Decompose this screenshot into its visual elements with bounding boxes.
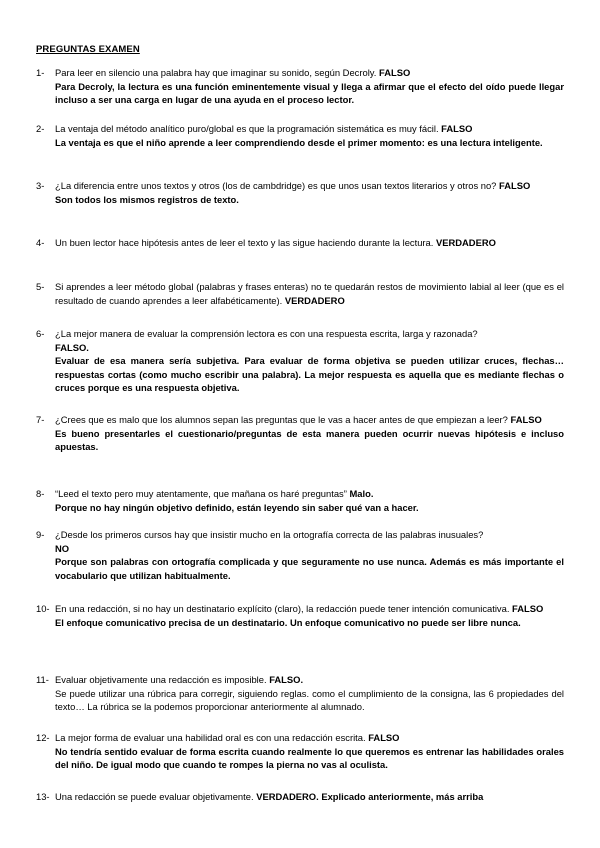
question-text: ¿Desde los primeros cursos hay que insistir mucho en la ortografía correcta de las palabras inusuales? [55,529,484,540]
question-verdict: FALSO [441,123,473,134]
question-item [36,327,564,395]
question-explanation: La ventaja es que el niño aprende a leer comprendiendo desde el primer momento: es una lectura inteligente. [55,136,543,148]
question-verdict: VERDADERO. [256,791,319,802]
question-text: ¿Crees que es malo que los alumnos sepan las preguntas que le vas a hacer antes de que empiezan a leer? [55,414,508,425]
page-title: PREGUNTAS EXAMEN [36,44,140,55]
question-text: Si aprendes a leer método global (palabras y frases enteras) no te quedarán restos de movimiento labial al leer (que es el resultado de cuando aprendes a leer alfabéticamente). [55,281,564,306]
question-text: Una redacción se puede evaluar objetivamente. [55,791,254,802]
question-explanation: Son todos los mismos registros de texto. [55,193,239,205]
question-verdict: FALSO [510,414,542,425]
question-item [36,602,564,629]
question-explanation: Para Decroly, la lectura es una función eminentemente visual y llega a afirmar que el efecto del oído puede llegar incluso a ser una carga en lugar de una ayuda en el proceso lector. [55,80,564,106]
question-text: En una redacción, si no hay un destinatario explícito (claro), la redacción puede tener intención comunicativa. [55,603,510,614]
question-text: Para leer en silencio una palabra hay que imaginar su sonido, según Decroly. [55,67,377,78]
question-number: 13- [36,791,50,802]
question-explanation: Evaluar de esa manera sería subjetiva. Para evaluar de forma objetiva se pueden utilizar cruces, flechas… respuestas cortas (como mucho escribir una palabra). La mejor respuesta es aquella que es mediante flechas o cruces porque es una respuesta objetiva. [55,355,564,394]
question-item [36,731,564,772]
question-verdict: FALSO [512,603,544,614]
question-number: 10- [36,603,50,614]
question-text: ¿La mejor manera de evaluar la comprensión lectora es con una respuesta escrita, larga y razonada? [55,328,478,339]
question-explanation: Se puede utilizar una rúbrica para corregir, siguiendo reglas. como el cumplimiento de la consigna, las 6 propiedades del texto… La rúbrica se la podemos proporcionar anteriormente al alumnado. [55,687,564,713]
question-item [36,413,564,454]
question-verdict: VERDADERO [435,237,496,248]
question-verdict: FALSO. [55,341,89,353]
question-item [36,280,564,307]
question-text: La ventaja del método analítico puro/global es que la programación sistemática es muy fácil. [55,123,439,134]
question-item [36,66,564,107]
question-item [36,528,564,582]
question-verdict: FALSO [368,732,400,743]
question-number: 11- [36,674,49,685]
question-item [36,236,564,250]
question-verdict: VERDADERO [284,294,345,306]
question-number: 9- [36,529,45,540]
question-text: Evaluar objetivamente una redacción es imposible. [55,674,267,685]
question-number: 6- [36,328,45,339]
question-item [36,122,564,149]
question-number: 4- [36,237,45,248]
question-number: 12- [36,732,50,743]
question-item [36,179,564,206]
question-number: 2- [36,123,45,134]
question-number: 1- [36,67,45,78]
question-verdict: NO [55,542,70,554]
question-number: 3- [36,180,45,191]
question-explanation: Explicado anteriormente, más arriba [321,791,484,802]
question-text: Un buen lector hace hipótesis antes de leer el texto y las sigue haciendo durante la lectura. [55,237,434,248]
question-item [36,487,564,514]
question-number: 5- [36,281,45,292]
question-number: 7- [36,414,45,425]
question-verdict: FALSO. [269,674,304,685]
question-explanation: No tendría sentido evaluar de forma escrita cuando realmente lo que queremos es entrenar las habilidades orales del niño. De igual modo que cuando te rompes la pierna no vas al oculista. [55,745,564,771]
question-text: La mejor forma de evaluar una habilidad oral es con una redacción escrita. [55,732,366,743]
question-verdict: FALSO [499,180,531,191]
question-explanation: Porque no hay ningún objetivo definido, están leyendo sin saber qué van a hacer. [55,501,419,513]
question-verdict: FALSO [378,67,411,78]
question-item [36,790,564,804]
question-number: 8- [36,488,45,499]
question-explanation: El enfoque comunicativo precisa de un destinatario. Un enfoque comunicativo no puede ser libre nunca. [55,616,521,628]
question-text: “Leed el texto pero muy atentamente, que mañana os haré preguntas” [55,488,347,499]
question-item [36,673,564,714]
question-explanation: Porque son palabras con ortografía complicada y que seguramente no use nunca. Además es más importante el vocabulario que utilizan habitualmente. [55,556,564,581]
question-explanation: Es bueno presentarles el cuestionario/preguntas de esta manera pueden ocurrir nuevas hipótesis e incluso apuestas. [55,427,564,453]
question-verdict: Malo. [349,488,374,499]
question-text: ¿La diferencia entre unos textos y otros (los de cambdridge) es que unos usan textos literarios y otros no? [55,180,497,191]
